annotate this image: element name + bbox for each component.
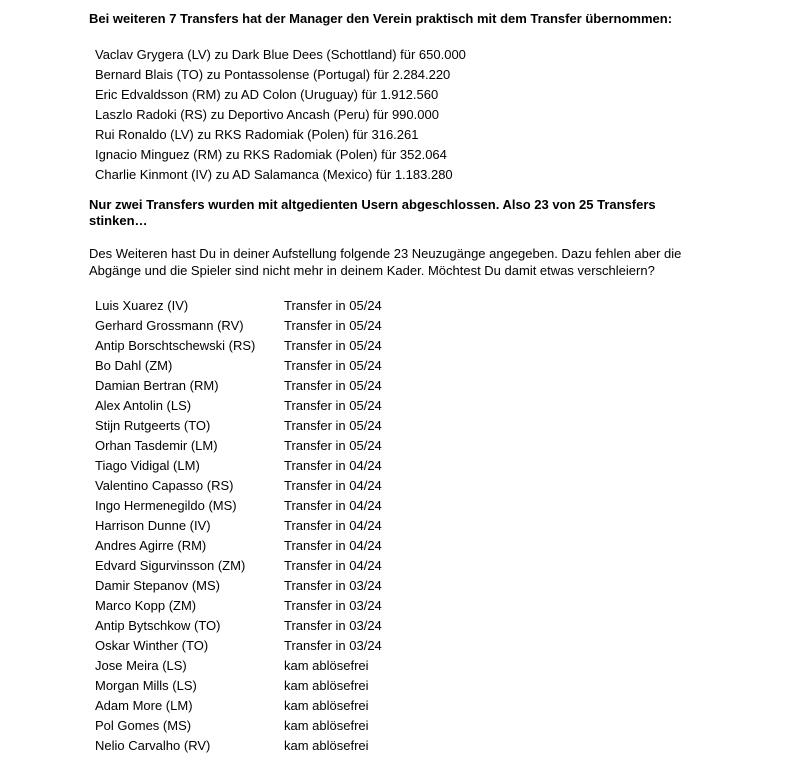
list-item: Vaclav Grygera (LV) zu Dark Blue Dees (Schottland) für 650.000: [95, 47, 466, 62]
table-row: [95, 396, 484, 416]
status-cell: Transfer in 04/24: [284, 478, 382, 493]
table-row: [95, 316, 484, 336]
list-item: Ignacio Minguez (RM) zu RKS Radomiak (Polen) für 352.064: [95, 147, 447, 162]
status-cell: Transfer in 03/24: [284, 618, 382, 633]
player-cell: Pol Gomes (MS): [95, 718, 192, 733]
table-row: [95, 716, 484, 736]
list-item: Rui Ronaldo (LV) zu RKS Radomiak (Polen) für 316.261: [95, 127, 419, 142]
player-cell: Bo Dahl (ZM): [95, 358, 173, 373]
table-row: [95, 516, 484, 536]
status-cell: kam ablösefrei: [284, 658, 369, 673]
list-item: Charlie Kinmont (IV) zu AD Salamanca (Mexico) für 1.183.280: [95, 167, 453, 182]
table-row: [95, 736, 484, 756]
table-row: [95, 556, 484, 576]
player-cell: Oskar Winther (TO): [95, 638, 209, 653]
table-row: [95, 656, 484, 676]
player-cell: Orhan Tasdemir (LM): [95, 438, 218, 453]
table-row: [95, 496, 484, 516]
status-cell: Transfer in 04/24: [284, 538, 382, 553]
player-cell: Damir Stepanov (MS): [95, 578, 220, 593]
table-row: [95, 456, 484, 476]
status-cell: Transfer in 04/24: [284, 458, 382, 473]
table-row: [95, 536, 484, 556]
player-cell: Ingo Hermenegildo (MS): [95, 498, 237, 513]
table-row: [95, 696, 484, 716]
player-cell: Morgan Mills (LS): [95, 678, 197, 693]
player-cell: Adam More (LM): [95, 698, 193, 713]
player-cell: Luis Xuarez (IV): [95, 298, 189, 313]
status-cell: Transfer in 03/24: [284, 598, 382, 613]
status-cell: kam ablösefrei: [284, 718, 369, 733]
list-item: Eric Edvaldsson (RM) zu AD Colon (Uruguay) für 1.912.560: [95, 87, 439, 102]
table-row: [95, 296, 484, 316]
table-row: [95, 636, 484, 656]
player-cell: Antip Bytschkow (TO): [95, 618, 221, 633]
status-cell: Transfer in 05/24: [284, 358, 382, 373]
table-row: [95, 616, 484, 636]
player-cell: Harrison Dunne (IV): [95, 518, 211, 533]
player-cell: Andres Agirre (RM): [95, 538, 207, 553]
table-row: [95, 596, 484, 616]
newcomers-table: [95, 296, 484, 756]
status-cell: kam ablösefrei: [284, 678, 369, 693]
manager-transfers-heading: Bei weiteren 7 Transfers hat der Manager den Verein praktisch mit dem Transfer übernommen:: [89, 11, 673, 26]
status-cell: kam ablösefrei: [284, 738, 369, 753]
player-cell: Edvard Sigurvinsson (ZM): [95, 558, 246, 573]
status-cell: Transfer in 05/24: [284, 298, 382, 313]
status-cell: Transfer in 03/24: [284, 638, 382, 653]
manager-transfers-list: [95, 45, 466, 185]
newcomers-paragraph: Des Weiteren hast Du in deiner Aufstellung folgende 23 Neuzugänge angegeben. Dazu fehlen aber die Abgänge und die Spieler sind nicht mehr in deinem Kader. Möchtest Du damit etwas verschleiern?: [89, 246, 682, 278]
player-cell: Gerhard Grossmann (RV): [95, 318, 244, 333]
list-item: Laszlo Radoki (RS) zu Deportivo Ancash (Peru) für 990.000: [95, 107, 439, 122]
status-cell: kam ablösefrei: [284, 698, 369, 713]
player-cell: Alex Antolin (LS): [95, 398, 192, 413]
status-cell: Transfer in 03/24: [284, 578, 382, 593]
status-cell: Transfer in 04/24: [284, 498, 382, 513]
player-cell: Stijn Rutgeerts (TO): [95, 418, 211, 433]
player-cell: Jose Meira (LS): [95, 658, 187, 673]
table-row: [95, 436, 484, 456]
status-cell: Transfer in 05/24: [284, 378, 382, 393]
status-cell: Transfer in 04/24: [284, 558, 382, 573]
player-cell: Damian Bertran (RM): [95, 378, 219, 393]
table-row: [95, 356, 484, 376]
status-cell: Transfer in 05/24: [284, 398, 382, 413]
status-cell: Transfer in 05/24: [284, 438, 382, 453]
table-row: [95, 376, 484, 396]
table-row: [95, 476, 484, 496]
table-row: [95, 416, 484, 436]
table-row: [95, 676, 484, 696]
list-item: Bernard Blais (TO) zu Pontassolense (Portugal) für 2.284.220: [95, 67, 451, 82]
status-cell: Transfer in 05/24: [284, 338, 382, 353]
player-cell: Tiago Vidigal (LM): [95, 458, 200, 473]
player-cell: Nelio Carvalho (RV): [95, 738, 211, 753]
table-row: [95, 336, 484, 356]
player-cell: Valentino Capasso (RS): [95, 478, 234, 493]
player-cell: Marco Kopp (ZM): [95, 598, 197, 613]
player-cell: Antip Borschtschewski (RS): [95, 338, 256, 353]
status-cell: Transfer in 05/24: [284, 418, 382, 433]
status-cell: Transfer in 05/24: [284, 318, 382, 333]
summary-heading: Nur zwei Transfers wurden mit altgedienten Usern abgeschlossen. Also 23 von 25 Transfers stinken…: [89, 197, 656, 228]
status-cell: Transfer in 04/24: [284, 518, 382, 533]
table-row: [95, 576, 484, 596]
